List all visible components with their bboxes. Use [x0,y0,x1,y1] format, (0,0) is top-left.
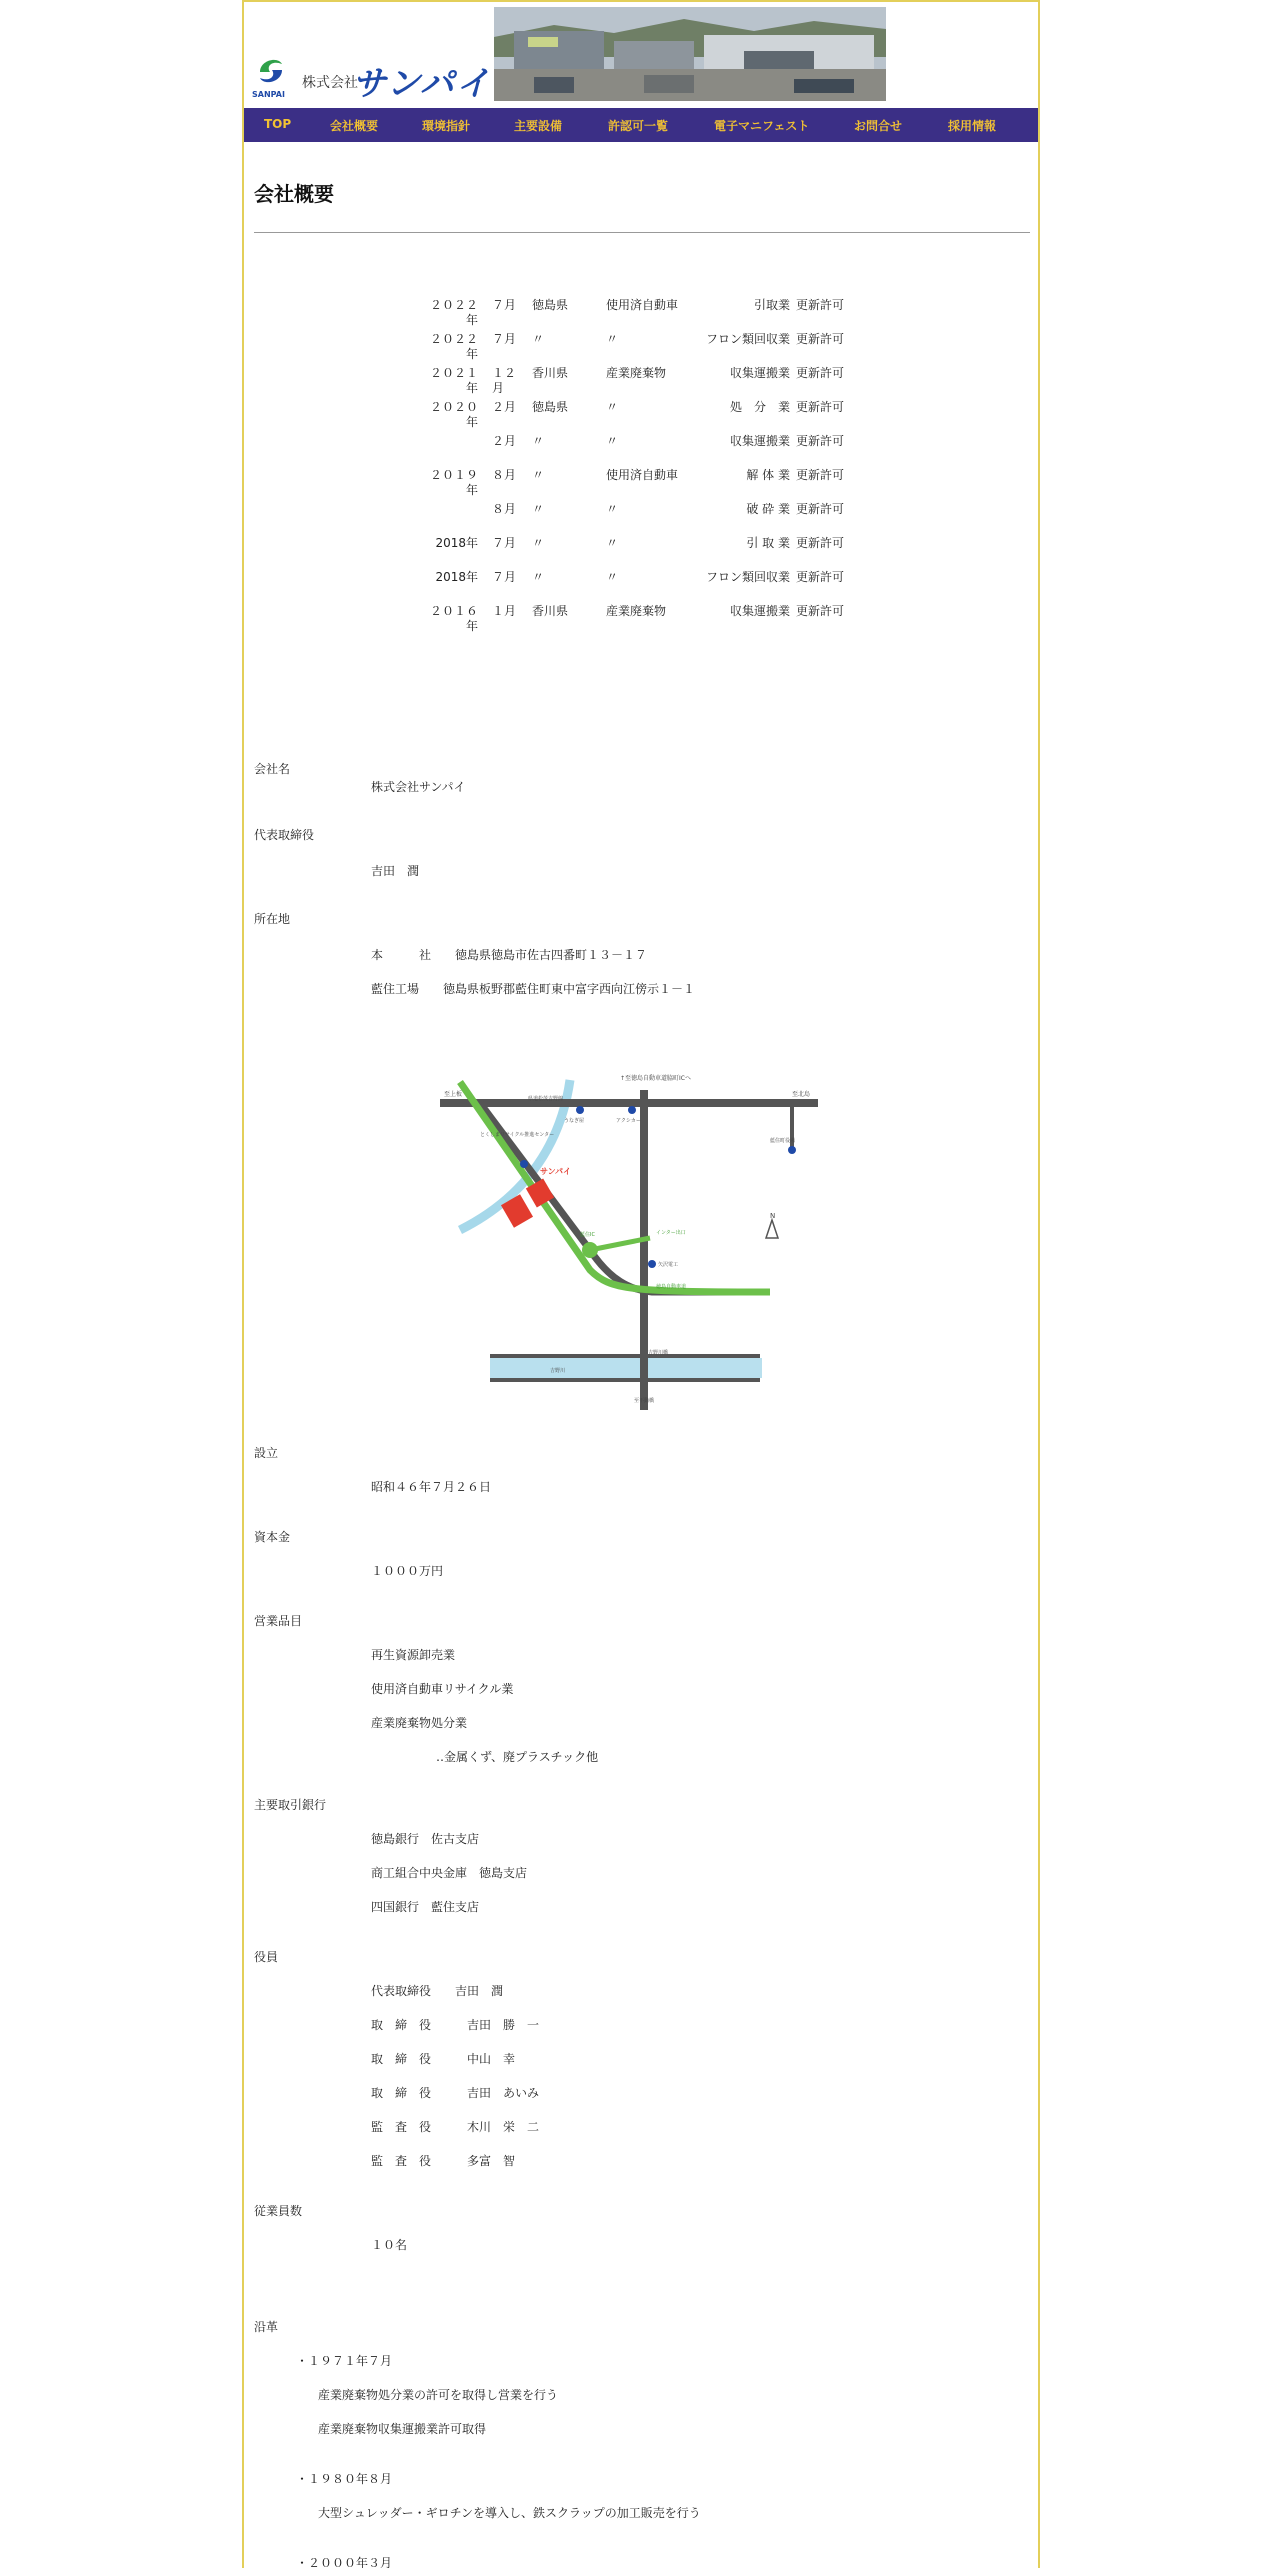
permit-pref: 〃 [532,536,545,550]
logo-company-prefix: 株式会社 [302,75,358,91]
map-label-road: 県道松茂吉野線 [528,1096,564,1102]
permit-item: 使用済自動車 [606,468,679,482]
permit-row [430,460,880,497]
permit-year: ２０１６年 [430,604,479,633]
access-map [440,1070,820,1410]
permit-item: 〃 [606,536,619,550]
permit-kind: 収集運搬業 [729,604,790,618]
permit-pref: 〃 [532,434,545,448]
history-line: 大型シュレッダー・ギロチンを導入し、鉄スクラップの加工販売を行う [318,2506,701,2520]
title-divider [254,232,1030,233]
history-line: 産業廃棄物処分業の許可を取得し営業を行う [318,2388,559,2402]
permit-month: ２月 [492,434,517,448]
nav-recruit[interactable]: 採用情報 [948,119,997,133]
history-line: 産業廃棄物収集運搬業許可取得 [318,2422,487,2436]
map-label-top: ↑至徳島自動車道脇町ICへ [620,1075,691,1082]
permit-month: ７月 [492,570,517,584]
permit-pref: 〃 [532,468,545,482]
address-label: 所在地 [254,912,291,926]
map-label-left: 至上板 [444,1091,463,1098]
permit-pref: 香川県 [532,366,569,380]
permit-status: 更新許可 [796,502,845,516]
permit-pref: 徳島県 [532,400,569,414]
map-label-sanpai: サンパイ [540,1167,572,1176]
nav-contact[interactable]: お問合せ [854,119,903,133]
representative-label: 代表取締役 [254,828,315,842]
officer-item: 監 査 役 多富 智 [371,2154,516,2168]
map-label-store2: アクシカー [616,1118,641,1124]
permit-item: 産業廃棄物 [606,366,667,380]
permit-row [430,324,880,361]
permit-kind: フロン類回収業 [705,332,790,346]
permit-kind: フロン類回収業 [705,570,790,584]
bank-label: 主要取引銀行 [254,1798,327,1812]
permit-year: ２０１９年 [430,468,479,497]
nav-e-manifest[interactable]: 電子マニフェスト [714,119,810,133]
permit-month: ８月 [492,468,517,482]
nav-top[interactable]: TOP [264,117,292,131]
permit-month: １月 [492,604,517,618]
map-label-expressway: 徳島自動車道 [656,1284,687,1290]
employees-label: 従業員数 [254,2204,303,2218]
map-label-right: 至北島 [792,1091,811,1098]
permit-kind: 引 取 業 [746,536,790,550]
page-frame [242,0,1040,2568]
permit-kind: 収集運搬業 [729,434,790,448]
permit-pref: 香川県 [532,604,569,618]
founded: 昭和４６年７月２６日 [371,1480,492,1494]
permit-item: 〃 [606,332,619,346]
map-label-center: とくしまリサイクル推進センター [480,1132,555,1138]
permit-item: 〃 [606,434,619,448]
permit-status: 更新許可 [796,400,845,414]
permit-item: 使用済自動車 [606,298,679,312]
permit-month: ２月 [492,400,517,414]
logo-sub-text: SANPAI [252,90,285,99]
permit-kind: 破 砕 業 [746,502,790,516]
page-title: 会社概要 [254,182,334,206]
permit-month: １２月 [492,366,517,395]
permit-row [430,392,880,429]
officer-item: 取 締 役 吉田 あいみ [371,2086,540,2100]
site-header [244,2,1038,133]
permit-row [430,426,880,460]
officer-item: 取 締 役 吉田 勝 一 [371,2018,540,2032]
permit-status: 更新許可 [796,570,845,584]
permit-year: ２０２２年 [430,332,479,361]
permit-month: ７月 [492,536,517,550]
bank-item: 四国銀行 藍住支店 [371,1900,480,1914]
business-note: ‥金属くず、廃プラスチック他 [436,1750,599,1764]
nav-equipment[interactable]: 主要設備 [514,119,563,133]
permit-pref: 〃 [532,570,545,584]
permit-pref: 徳島県 [532,298,569,312]
nav-environment[interactable]: 環境指針 [422,119,471,133]
permit-year: 2018年 [435,536,478,550]
employees: １０名 [371,2238,408,2252]
permit-month: ７月 [492,332,517,346]
factory-photo [494,7,886,101]
permit-status: 更新許可 [796,604,845,618]
company-name-label: 会社名 [254,762,291,776]
permit-month: ８月 [492,502,517,516]
officer-item: 代表取締役 吉田 潤 [371,1984,504,1998]
svg-text:N: N [770,1212,776,1220]
permit-list [430,290,880,633]
company-logo[interactable] [252,54,492,104]
permit-status: 更新許可 [796,298,845,312]
permit-row [430,358,880,395]
history-label: 沿革 [254,2320,279,2334]
permit-row [430,494,880,528]
permit-month: ７月 [492,298,517,312]
permit-item: 〃 [606,502,619,516]
permit-kind: 解 体 業 [746,468,790,482]
representative: 吉田 潤 [371,864,420,878]
permit-year: ２０２１年 [430,366,479,395]
bank-item: 徳島銀行 佐古支店 [371,1832,480,1846]
permit-kind: 処 分 業 [729,400,790,414]
permit-item: 〃 [606,570,619,584]
map-label-ic: 藍住IC [580,1232,595,1238]
permit-kind: 収集運搬業 [729,366,790,380]
permit-status: 更新許可 [796,434,845,448]
business-item: 産業廃棄物処分業 [371,1716,468,1730]
map-label-bottom: 至不動橋 [634,1398,655,1404]
history-date: ・２０００年３月 [296,2556,393,2568]
permit-row [430,528,880,562]
logo-company-name: サンパイ [352,64,492,104]
officer-item: 監 査 役 木川 栄 二 [371,2120,540,2134]
business-item: 使用済自動車リサイクル業 [371,1682,514,1696]
map-label-townhall: 藍住町役場 [770,1138,796,1144]
history-date: ・１９８０年８月 [296,2472,393,2486]
map-label-inter: インター出口 [656,1230,686,1236]
map-label-store1: うなぎ屋 [564,1118,585,1124]
officers-label: 役員 [254,1950,279,1964]
permit-row [430,290,880,327]
business-item: 再生資源卸売業 [371,1648,456,1662]
permit-status: 更新許可 [796,332,845,346]
permit-status: 更新許可 [796,468,845,482]
permit-item: 産業廃棄物 [606,604,667,618]
map-label-shop: 矢沢電工 [658,1262,679,1268]
sanpai-swirl-icon [252,54,292,92]
nav-permits[interactable]: 許認可一覧 [608,119,669,133]
founded-label: 設立 [254,1446,279,1460]
permit-kind: 引取業 [753,298,790,312]
permit-row [430,562,880,596]
business-label: 営業品目 [254,1614,303,1628]
capital-label: 資本金 [254,1530,291,1544]
permit-item: 〃 [606,400,619,414]
permit-status: 更新許可 [796,536,845,550]
permit-year: ２０２２年 [430,298,479,327]
permit-status: 更新許可 [796,366,845,380]
address-hq: 本 社 徳島県徳島市佐古四番町１３－１７ [371,948,648,962]
company-name: 株式会社サンパイ [371,780,466,794]
main-nav [244,108,1038,142]
officer-item: 取 締 役 中山 幸 [371,2052,516,2066]
history-date: ・１９７１年７月 [296,2354,393,2368]
permit-year: 2018年 [435,570,478,584]
map-label-river: 吉野川 [550,1368,566,1374]
permit-pref: 〃 [532,332,545,346]
map-label-bridge: 吉野川橋 [648,1350,669,1356]
capital: １０００万円 [371,1564,444,1578]
address-factory: 藍住工場 徳島県板野郡藍住町東中富字西向江傍示１－１ [371,982,696,996]
permit-year: ２０２０年 [430,400,479,429]
permit-pref: 〃 [532,502,545,516]
permit-row [430,596,880,633]
nav-company[interactable]: 会社概要 [330,119,379,133]
bank-item: 商工組合中央金庫 徳島支店 [371,1866,528,1880]
